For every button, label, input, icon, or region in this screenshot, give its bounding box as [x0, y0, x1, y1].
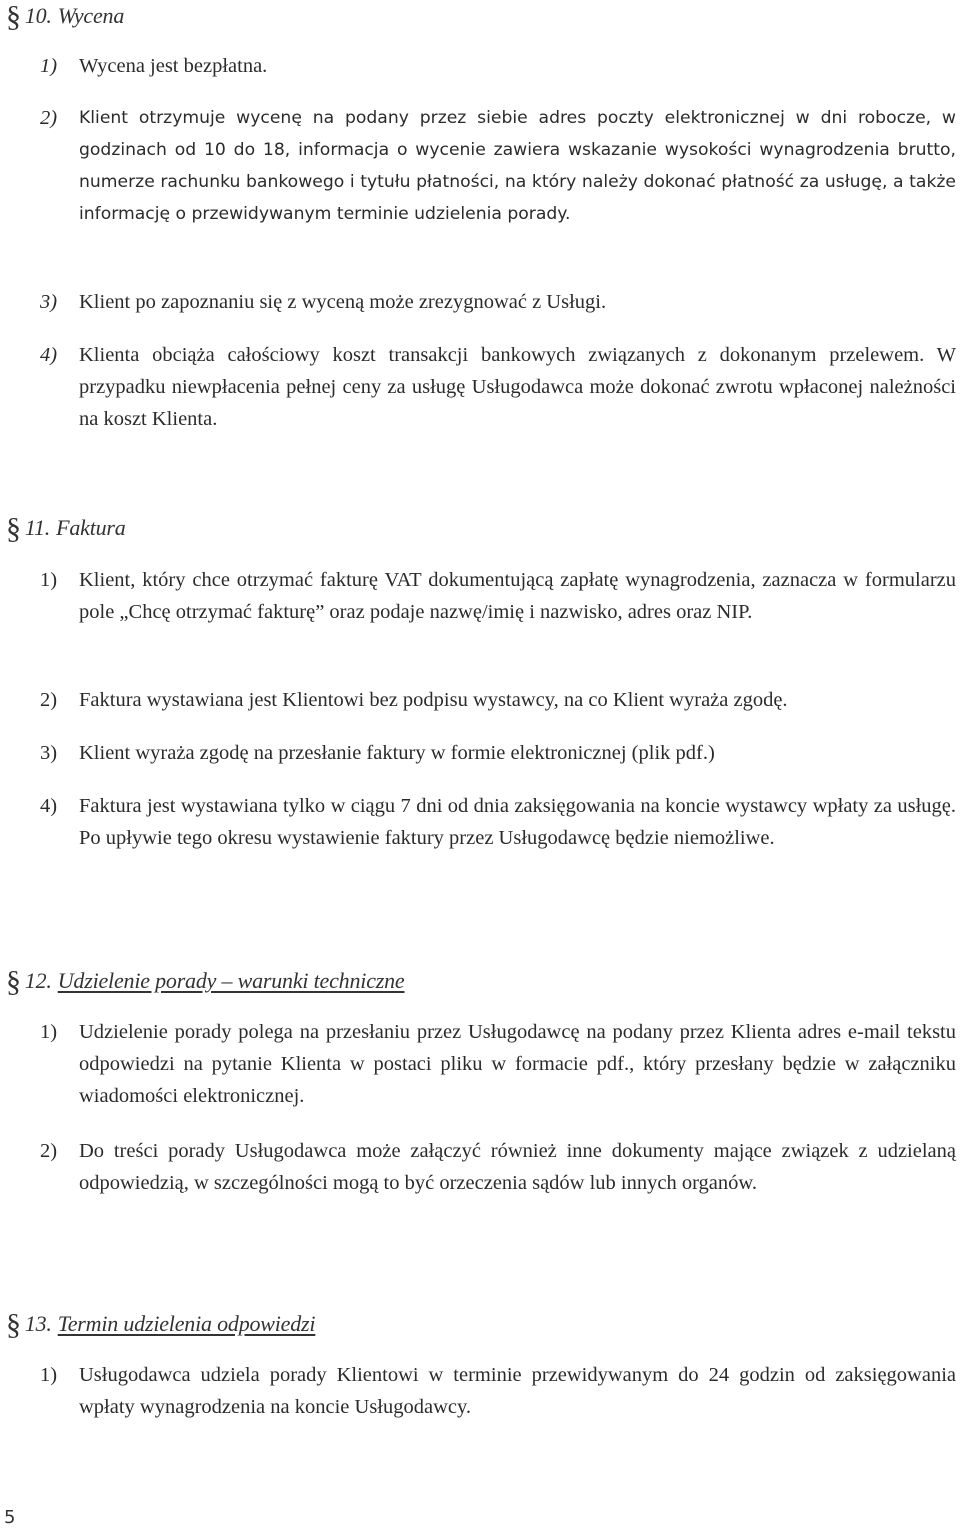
section-symbol: §: [6, 1308, 21, 1341]
list-item: [40, 684, 956, 716]
section-number: 11.: [24, 515, 51, 540]
page-number: 5: [4, 1507, 16, 1528]
item-text: Klienta obciąża całościowy koszt transakcji bankowych związanych z dokonanym przelewem. W przypadku niewpłacenia pełnej ceny za usługę Usługodawca może dokonać zwrotu wpłaconej należności na koszt Klienta.: [79, 344, 956, 430]
item-number: 4): [40, 344, 58, 366]
list-item: [40, 339, 956, 435]
section-symbol: §: [6, 0, 21, 33]
item-text: Udzielenie porady polega na przesłaniu przez Usługodawcę na podany przez Klienta adres e-mail tekstu odpowiedzi na pytanie Klienta w postaci pliku w formacie pdf., który przesłany będzie w załączniku wiadomości elektronicznej.: [79, 1021, 956, 1107]
item-text: Klient otrzymuje wycenę na podany przez siebie adres poczty elektronicznej w dni robocze, w godzinach od 10 do 18, informacja o wycenie zawiera wskazanie wysokości wynagrodzenia brutto, numerze rachunku bankowego i tytułu płatności, na który należy dokonać płatność za usługę, a także informację o przewidywanym terminie udzielenia porady.: [79, 108, 956, 224]
list-item: [40, 50, 956, 82]
section-number: 10.: [24, 3, 52, 28]
section-13-heading: [6, 1308, 315, 1342]
section-11-heading: [6, 512, 126, 546]
section-symbol: §: [6, 512, 21, 545]
list-item: [40, 102, 956, 230]
section-12-heading: [6, 965, 404, 999]
section-title: Faktura: [56, 515, 126, 540]
item-number: 4): [40, 795, 58, 817]
item-number: 3): [40, 291, 58, 313]
list-item: [40, 1135, 956, 1199]
item-number: 2): [40, 689, 58, 711]
item-number: 2): [40, 1140, 58, 1162]
item-text: Klient po zapoznaniu się z wyceną może zrezygnować z Usługi.: [79, 291, 607, 313]
section-number: 12.: [24, 968, 52, 993]
list-item: [40, 564, 956, 628]
item-number: 1): [40, 1021, 58, 1043]
item-number: 1): [40, 55, 58, 77]
list-item: [40, 1016, 956, 1112]
item-text: Klient, który chce otrzymać fakturę VAT dokumentującą zapłatę wynagrodzenia, zaznacza w formularzu pole „Chcę otrzymać fakturę” oraz podaje nazwę/imię i nazwisko, adres oraz NIP.: [79, 569, 956, 623]
section-10-heading: [6, 0, 124, 34]
item-text: Faktura jest wystawiana tylko w ciągu 7 dni od dnia zaksięgowania na koncie wystawcy wpłaty za usługę. Po upływie tego okresu wystawienie faktury przez Usługodawcę będzie niemożliwe.: [79, 795, 956, 849]
item-text: Faktura wystawiana jest Klientowi bez podpisu wystawcy, na co Klient wyraża zgodę.: [79, 689, 788, 711]
list-item: [40, 286, 956, 318]
list-item: [40, 790, 956, 854]
section-title: Wycena: [57, 3, 125, 28]
item-text: Do treści porady Usługodawca może załączyć również inne dokumenty mające związek z udzielaną odpowiedzią, w szczególności mogą to być orzeczenia sądów lub innych organów.: [79, 1140, 956, 1194]
list-item: [40, 737, 956, 769]
item-number: 3): [40, 742, 58, 764]
item-text: Usługodawca udziela porady Klientowi w terminie przewidywanym do 24 godzin od zaksięgowania wpłaty wynagrodzenia na koncie Usługodawcy.: [79, 1364, 956, 1418]
section-title: Termin udzielenia odpowiedzi: [57, 1311, 316, 1336]
item-number: 2): [40, 107, 58, 129]
list-item: [40, 1359, 956, 1423]
item-text: Wycena jest bezpłatna.: [79, 55, 268, 77]
section-number: 13.: [24, 1311, 52, 1336]
item-number: 1): [40, 1364, 58, 1386]
section-title: Udzielenie porady – warunki techniczne: [57, 968, 405, 993]
item-text: Klient wyraża zgodę na przesłanie faktury w formie elektronicznej (plik pdf.): [79, 742, 715, 764]
item-number: 1): [40, 569, 58, 591]
section-symbol: §: [6, 965, 21, 998]
